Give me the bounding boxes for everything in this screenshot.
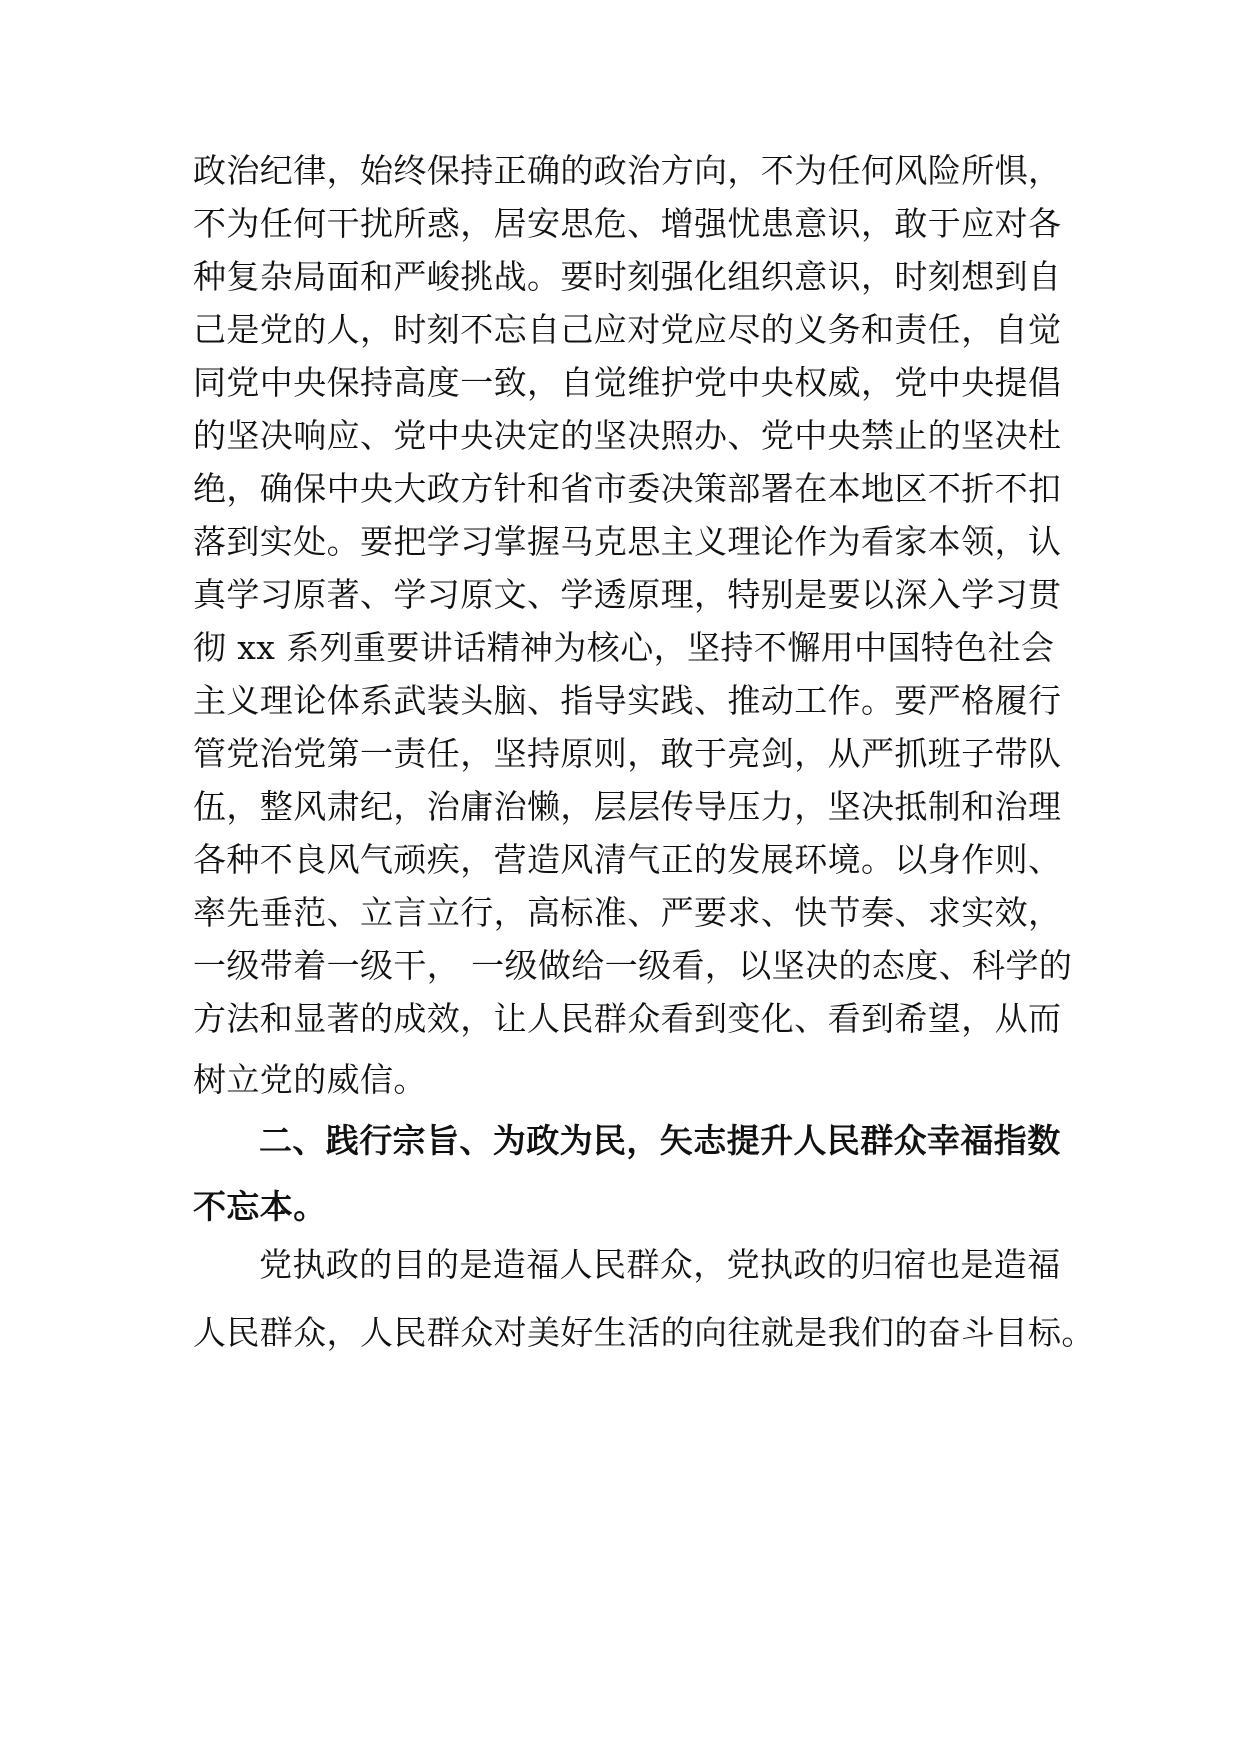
section-heading-continued: 不忘本。 — [193, 1187, 327, 1226]
body-line: 各种不良风气顽疾，营造风清气正的发展环境。以身作则、 — [193, 840, 1062, 879]
body-line: 彻 xx 系列重要讲话精神为核心，坚持不懈用中国特色社会 — [193, 628, 1055, 667]
body-line: 真学习原著、学习原文、学透原理，特别是要以深入学习贯 — [193, 575, 1062, 614]
paragraph-line: 人民群众，人民群众对美好生活的向往就是我们的奋斗目标。 — [193, 1313, 1095, 1352]
body-line: 政治纪律，始终保持正确的政治方向，不为任何风险所惧， — [193, 151, 1062, 190]
body-line: 方法和显著的成效，让人民群众看到变化、看到希望，从而 — [193, 999, 1062, 1038]
body-line: 一级带着一级干， 一级做给一级看，以坚决的态度、科学的 — [193, 946, 1073, 985]
body-line: 率先垂范、立言立行，高标准、严要求、快节奏、求实效， — [193, 893, 1062, 932]
body-line: 绝，确保中央大政方针和省市委决策部署在本地区不折不扣 — [193, 469, 1062, 508]
body-line: 同党中央保持高度一致，自觉维护党中央权威，党中央提倡 — [193, 363, 1062, 402]
paragraph-line: 党执政的目的是造福人民群众，党执政的归宿也是造福 — [259, 1245, 1061, 1284]
body-line: 管党治党第一责任，坚持原则，敢于亮剑，从严抓班子带队 — [193, 734, 1062, 773]
body-line: 伍，整风肃纪，治庸治懒，层层传导压力，坚决抵制和治理 — [193, 787, 1062, 826]
body-line: 树立党的威信。 — [193, 1060, 427, 1099]
body-line: 种复杂局面和严峻挑战。要时刻强化组织意识，时刻想到自 — [193, 257, 1062, 296]
body-line: 己是党的人，时刻不忘自己应对党应尽的义务和责任，自觉 — [193, 310, 1062, 349]
section-heading: 二、践行宗旨、为政为民，矢志提升人民群众幸福指数 — [259, 1121, 1061, 1160]
body-line: 主义理论体系武装头脑、指导实践、推动工作。要严格履行 — [193, 681, 1062, 720]
body-line: 的坚决响应、党中央决定的坚决照办、党中央禁止的坚决杜 — [193, 416, 1062, 455]
body-line: 落到实处。要把学习掌握马克思主义理论作为看家本领，认 — [193, 522, 1062, 561]
body-line: 不为任何干扰所惑，居安思危、增强忧患意识，敢于应对各 — [193, 204, 1062, 243]
